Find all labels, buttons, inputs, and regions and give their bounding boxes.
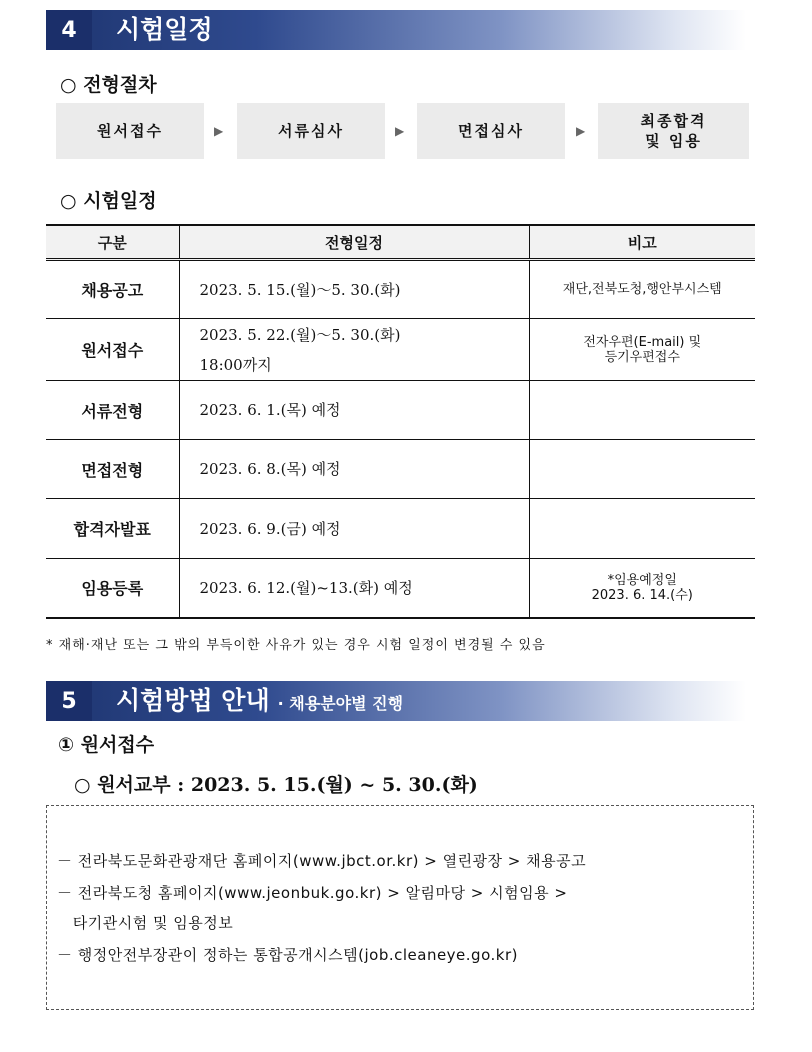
table-row (46, 499, 755, 559)
date-cell: 2023. 5. 22.(월)～5. 30.(화) 18:00까지 (179, 319, 529, 381)
arrow-icon: ▶ (395, 124, 405, 138)
section-5-title (116, 681, 403, 721)
table-row (46, 381, 755, 440)
column-header: 구분 (46, 225, 179, 260)
category-cell: 합격자발표 (46, 499, 179, 559)
category-cell: 면접전형 (46, 440, 179, 499)
section-4-title: 시험일정 (116, 15, 213, 44)
date-cell: 2023. 6. 8.(목) 예정 (179, 440, 529, 499)
section-4-number: 4 (46, 10, 92, 50)
section-5-header (46, 681, 746, 721)
category-cell: 서류전형 (46, 381, 179, 440)
process-step-final-pass (598, 103, 749, 159)
note-cell (529, 499, 755, 559)
section-5-subtitle: · 채용분야별 진행 (277, 694, 404, 713)
arrow-icon: ▶ (576, 124, 586, 138)
source-line: － 전라북도문화관광재단 홈페이지(www.jbct.or.kr) > 열린광장 > 채용공고 (57, 852, 587, 870)
application-period: ○ 원서교부 : 2023. 5. 15.(월) ~ 5. 30.(화) (74, 774, 478, 796)
table-row (46, 559, 755, 618)
source-line: － 행정안전부장관이 정하는 통합공개시스템(job.cleaneye.go.kr) (57, 946, 518, 964)
table-row (46, 260, 755, 319)
section-5-title-text: 시험방법 안내 (116, 686, 270, 715)
application-heading: ① 원서접수 (58, 734, 155, 756)
schedule-heading: ○ 시험일정 (60, 190, 157, 212)
application-source-box (46, 805, 754, 1010)
process-heading: ○ 전형절차 (60, 74, 157, 96)
date-cell: 2023. 6. 9.(금) 예정 (179, 499, 529, 559)
section-4-header (46, 10, 746, 50)
note-cell (529, 381, 755, 440)
process-step-application: 원서접수 (56, 103, 204, 159)
column-header: 전형일정 (179, 225, 529, 260)
note-cell: 재단,전북도청,행안부시스템 (529, 260, 755, 319)
process-step-document-review: 서류심사 (237, 103, 385, 159)
category-cell: 채용공고 (46, 260, 179, 319)
column-header: 비고 (529, 225, 755, 260)
note-cell (529, 440, 755, 499)
source-line: － 전라북도청 홈페이지(www.jeonbuk.go.kr) > 알림마당 > 시험임용 > (57, 884, 568, 902)
section-5-number: 5 (46, 681, 92, 721)
arrow-icon: ▶ (214, 124, 224, 138)
note-cell: *임용예정일 2023. 6. 14.(수) (529, 559, 755, 618)
date-cell: 2023. 6. 12.(월)~13.(화) 예정 (179, 559, 529, 618)
table-row (46, 440, 755, 499)
note-cell: 전자우편(E-mail) 및 등기우편접수 (529, 319, 755, 381)
schedule-footnote: * 재해·재난 또는 그 밖의 부득이한 사유가 있는 경우 시험 일정이 변경될 수 있음 (46, 638, 546, 653)
date-cell: 2023. 6. 1.(목) 예정 (179, 381, 529, 440)
source-line: 타기관시험 및 임용정보 (57, 914, 234, 932)
table-row (46, 319, 755, 381)
table-header-row (46, 225, 755, 260)
date-cell: 2023. 5. 15.(월)～5. 30.(화) (179, 260, 529, 319)
process-step-final-line1: 최종합격 및 임용 (640, 112, 707, 150)
category-cell: 임용등록 (46, 559, 179, 618)
category-cell: 원서접수 (46, 319, 179, 381)
schedule-table (46, 224, 755, 619)
process-step-interview: 면접심사 (417, 103, 565, 159)
